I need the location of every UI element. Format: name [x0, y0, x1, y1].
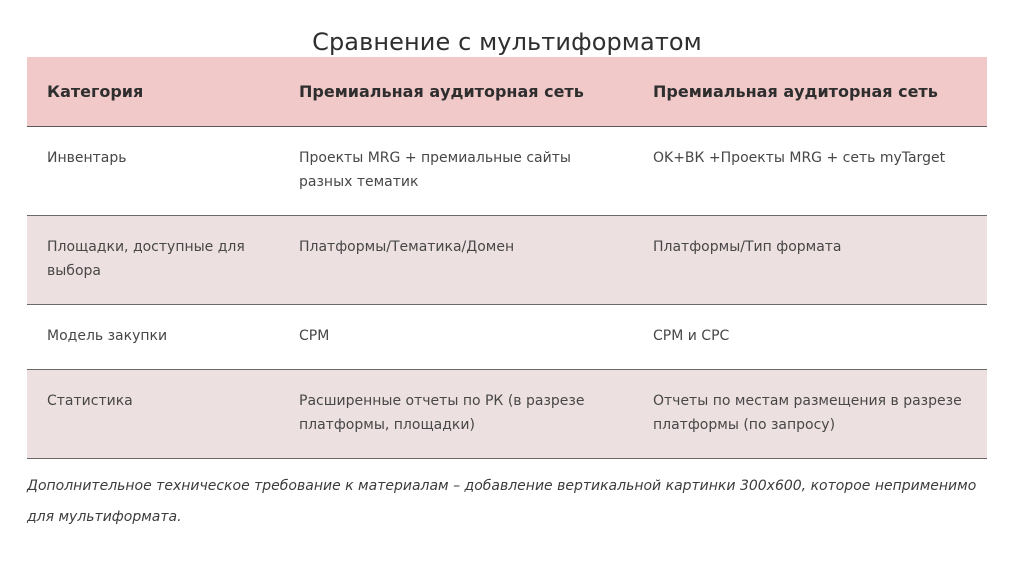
table-cell-category: Статистика	[27, 369, 279, 458]
table-header-row	[27, 57, 987, 126]
page	[27, 0, 987, 533]
table-cell: Платформы/Тип формата	[633, 215, 987, 304]
table-row	[27, 369, 987, 458]
page-title: Сравнение с мультиформатом	[312, 28, 702, 56]
footnote: Дополнительное техническое требование к материалам – добавление вертикальной картинки 300х600, которое неприменимо для мультиформата.	[27, 477, 977, 525]
table-cell-category: Площадки, доступные для выбора	[27, 215, 279, 304]
table-cell: Проекты MRG + премиальные сайты разных тематик	[279, 126, 633, 215]
table-row	[27, 215, 987, 304]
table-row	[27, 304, 987, 369]
table-cell: Отчеты по местам размещения в разрезе платформы (по запросу)	[633, 369, 987, 458]
column-header-premium-network: Премиальная аудиторная сеть	[279, 57, 633, 126]
column-header-premium-network-2: Премиальная аудиторная сеть	[633, 57, 987, 126]
table-cell: Платформы/Тематика/Домен	[279, 215, 633, 304]
comparison-table	[27, 57, 987, 459]
column-header-category: Категория	[27, 57, 279, 126]
table-cell: CPM и CPC	[633, 304, 987, 369]
table-cell: CPM	[279, 304, 633, 369]
table-row	[27, 126, 987, 215]
table-cell-category: Инвентарь	[27, 126, 279, 215]
table-cell-category: Модель закупки	[27, 304, 279, 369]
table-cell: Расширенные отчеты по РК (в разрезе платформы, площадки)	[279, 369, 633, 458]
table-cell: OK+ВК +Проекты MRG + сеть myTarget	[633, 126, 987, 215]
